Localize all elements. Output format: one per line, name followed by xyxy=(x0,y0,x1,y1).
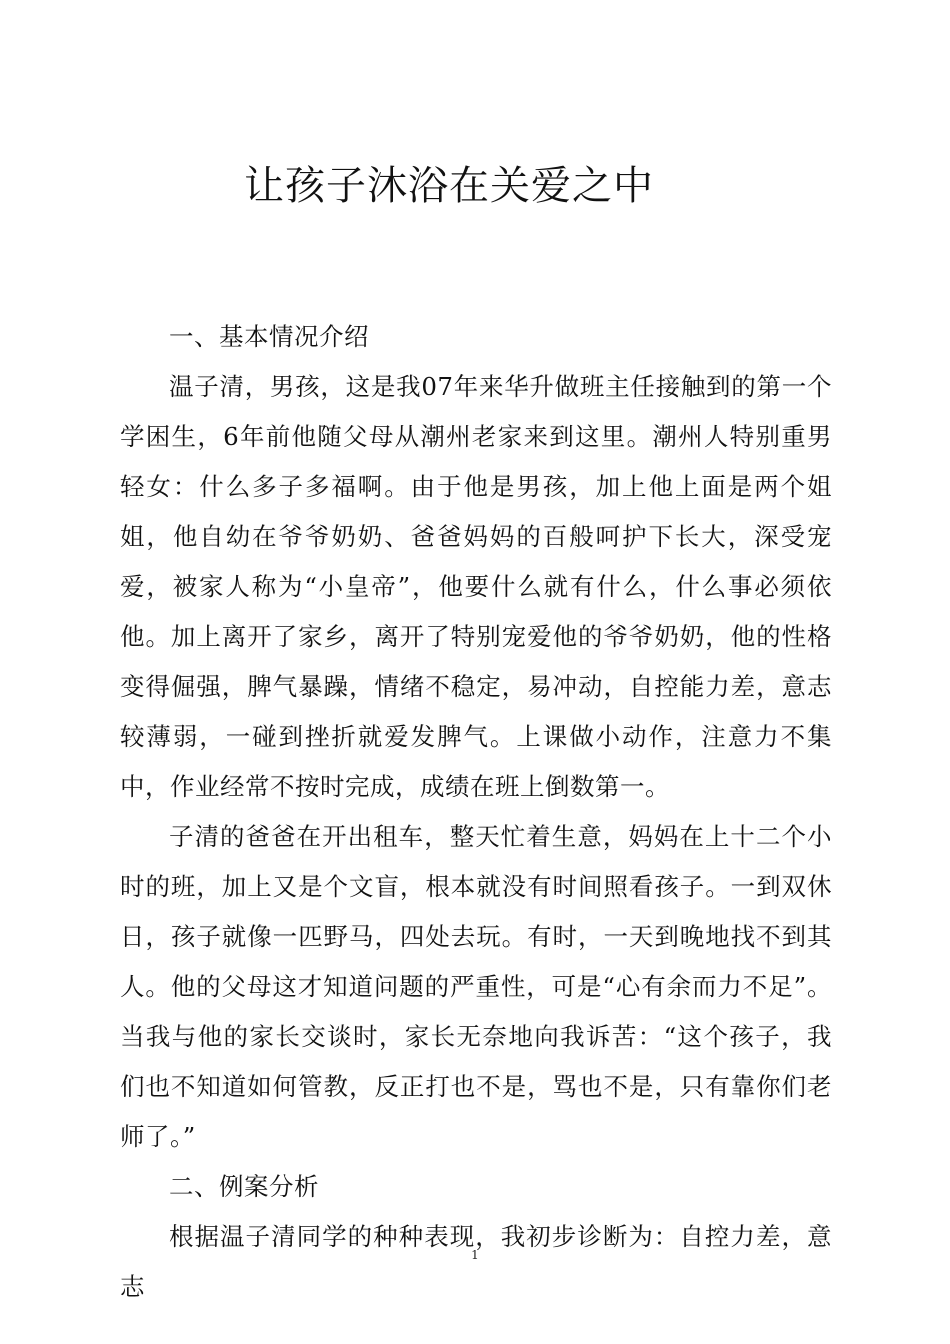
page-number: 1 xyxy=(471,1248,479,1262)
document-body xyxy=(120,312,832,1312)
section-heading-basic-info: 一、基本情况介绍 xyxy=(169,322,369,351)
paragraph-student-background: 温子清，男孩，这是我07年来华升做班主任接触到的第一个学困生，6年前他随父母从潮州老家来到这里。潮州人特别重男轻女：什么多子多福啊。由于他是男孩，加上他上面是两个姐姐，他自幼在爷爷奶奶、爸爸妈妈的百般呵护下长大，深受宠爱，被家人称为“小皇帝”，他要什么就有什么，什么事必须依他。加上离开了家乡，离开了特别宠爱他的爷爷奶奶，他的性格变得倔强，脾气暴躁，情绪不稳定，易冲动，自控能力差，意志较薄弱，一碰到挫折就爱发脾气。上课做小动作，注意力不集中，作业经常不按时完成，成绩在班上倒数第一。 xyxy=(120,372,832,801)
section-heading-case-analysis: 二、例案分析 xyxy=(169,1172,319,1201)
document-title: 让孩子沐浴在关爱之中 xyxy=(244,163,654,209)
paragraph-family-situation: 子清的爸爸在开出租车，整天忙着生意，妈妈在上十二个小时的班，加上又是个文盲，根本就没有时间照看孩子。一到双休日，孩子就像一匹野马，四处去玩。有时，一天到晚地找不到其人。他的父母这才知道问题的严重性，可是“心有余而力不足”。当我与他的家长交谈时，家长无奈地向我诉苦：“这个孩子，我们也不知道如何管教，反正打也不是，骂也不是，只有靠你们老师了。” xyxy=(120,822,832,1151)
paragraph-diagnosis: 根据温子清同学的种种表现，我初步诊断为：自控力差，意志 xyxy=(120,1222,832,1301)
